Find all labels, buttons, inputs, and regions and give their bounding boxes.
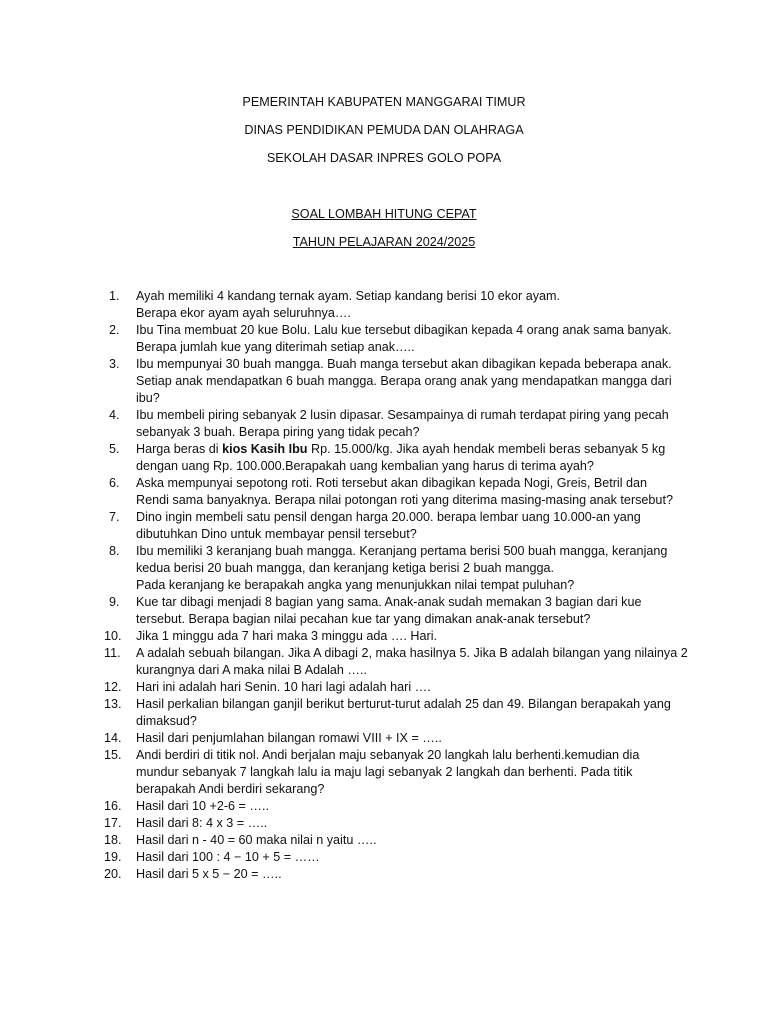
question-number: 6. [109, 476, 120, 490]
question-line: A adalah sebuah bilangan. Jika A dibagi 2, maka hasilnya 5. Jika B adalah bilangan yang nilainya 2 [136, 646, 688, 660]
question-line: dengan uang Rp. 100.000.Berapakah uang kembalian yang harus di terima ayah? [136, 459, 594, 473]
question-text [136, 798, 684, 815]
question-number: 17. [104, 816, 122, 830]
question-text [136, 696, 684, 730]
question-number: 16. [104, 799, 122, 813]
question-text [136, 322, 684, 356]
question-text [136, 849, 684, 866]
question-text [136, 628, 684, 645]
question-number: 3. [109, 357, 120, 371]
question-line: kurangnya dari A maka nilai B Adalah ….. [136, 663, 368, 677]
question-line: dimaksud? [136, 714, 197, 728]
question-item [104, 543, 684, 594]
question-line: berapakah Andi berdiri sekarang? [136, 782, 325, 796]
question-line: Ibu mempunyai 30 buah mangga. Buah manga tersebut akan dibagikan kepada beberapa anak. [136, 357, 672, 371]
question-line: Hasil dari 10 +2-6 = ….. [136, 799, 269, 813]
document-header [0, 94, 768, 178]
question-number: 20. [104, 867, 122, 881]
question-item [104, 679, 684, 696]
question-number: 5. [109, 442, 120, 456]
question-number: 14. [104, 731, 122, 745]
question-line: Dino ingin membeli satu pensil dengan harga 20.000. berapa lembar uang 10.000-an yang [136, 510, 641, 524]
question-text [136, 509, 684, 543]
question-line: Aska mempunyai sepotong roti. Roti tersebut akan dibagikan kepada Nogi, Greis, Betril dan [136, 476, 648, 490]
question-line: Rendi sama banyaknya. Berapa nilai potongan roti yang diterima masing-masing anak tersebut? [136, 493, 673, 507]
question-number: 12. [104, 680, 122, 694]
question-item [104, 849, 684, 866]
header-department: DINAS PENDIDIKAN PEMUDA DAN OLAHRAGA [244, 123, 524, 137]
question-item [104, 475, 684, 509]
question-text-segment: Harga beras di [136, 442, 223, 456]
question-line: Hasil dari 100 : 4 − 10 + 5 = …… [136, 850, 320, 864]
question-line: Hari ini adalah hari Senin. 10 hari lagi adalah hari …. [136, 680, 431, 694]
question-text [136, 594, 684, 628]
question-item [104, 696, 684, 730]
question-number: 15. [104, 748, 122, 762]
header-school: SEKOLAH DASAR INPRES GOLO POPA [266, 151, 502, 165]
question-line: Kue tar dibagi menjadi 8 bagian yang sama. Anak-anak sudah memakan 3 bagian dari kue [136, 595, 642, 609]
question-text-segment: Rp. 15.000/kg. Jika ayah hendak membeli beras sebanyak 5 kg [307, 442, 666, 456]
question-text [136, 747, 684, 798]
question-line: tersebut. Berapa bagian nilai pecahan kue tar yang dimakan anak-anak tersebut? [136, 612, 591, 626]
question-number: 11. [104, 646, 121, 660]
question-item [104, 628, 684, 645]
question-line: mundur sebanyak 7 langkah lalu ia maju lagi sebanyak 2 langkah dan berhenti. Pada titik [136, 765, 633, 779]
title-academic-year: TAHUN PELAJARAN 2024/2025 [292, 235, 476, 249]
question-item [104, 322, 684, 356]
question-line: Hasil dari n - 40 = 60 maka nilai n yaitu ….. [136, 833, 377, 847]
question-line: kedua berisi 20 buah mangga, dan keranjang ketiga berisi 2 buah mangga. [136, 561, 554, 575]
question-line: Hasil dari 8: 4 x 3 = ….. [136, 816, 268, 830]
question-item [104, 594, 684, 628]
question-text [136, 815, 684, 832]
question-number: 13. [104, 697, 122, 711]
question-item [104, 866, 684, 883]
question-text [136, 866, 684, 883]
question-text [136, 475, 684, 509]
question-number: 7. [109, 510, 120, 524]
question-item [104, 815, 684, 832]
question-item [104, 645, 688, 679]
question-line: Hasil dari 5 x 5 − 20 = ….. [136, 867, 282, 881]
question-text [136, 356, 684, 407]
question-line: Hasil dari penjumlahan bilangan romawi VIII + IX = ….. [136, 731, 442, 745]
question-item [104, 441, 684, 475]
question-line: sebanyak 3 buah. Berapa piring yang tidak pecah? [136, 425, 420, 439]
question-line: Berapa ekor ayam ayah seluruhnya…. [136, 306, 351, 320]
question-number: 10. [104, 629, 122, 643]
header-government: PEMERINTAH KABUPATEN MANGGARAI TIMUR [242, 95, 526, 109]
question-line [136, 441, 684, 458]
question-text [136, 543, 684, 594]
question-item [104, 288, 684, 322]
question-text [136, 645, 688, 679]
question-item [104, 832, 684, 849]
question-line: Ayah memiliki 4 kandang ternak ayam. Setiap kandang berisi 10 ekor ayam. [136, 289, 560, 303]
question-line: Berapa jumlah kue yang diterimah setiap anak….. [136, 340, 415, 354]
question-number: 2. [109, 323, 120, 337]
question-item [104, 798, 684, 815]
question-text [136, 730, 684, 747]
question-number: 9. [109, 595, 120, 609]
question-number: 1. [109, 289, 120, 303]
question-line: Ibu membeli piring sebanyak 2 lusin dipasar. Sesampainya di rumah terdapat piring yang pecah [136, 408, 669, 422]
question-number: 19. [104, 850, 122, 864]
question-text [136, 288, 684, 322]
question-line: dibutuhkan Dino untuk membayar pensil tersebut? [136, 527, 417, 541]
document-title [0, 206, 768, 262]
question-text [136, 407, 684, 441]
question-item [104, 356, 684, 407]
title-competition: SOAL LOMBAH HITUNG CEPAT [291, 207, 477, 221]
question-line: ibu? [136, 391, 160, 405]
question-list [104, 288, 688, 883]
question-number: 8. [109, 544, 120, 558]
question-line: Ibu Tina membuat 20 kue Bolu. Lalu kue tersebut dibagikan kepada 4 orang anak sama banyak. [136, 323, 672, 337]
question-number: 4. [109, 408, 120, 422]
shop-name-bold: kios Kasih Ibu [222, 442, 308, 456]
question-item [104, 407, 684, 441]
question-item [104, 730, 684, 747]
question-line: Setiap anak mendapatkan 6 buah mangga. Berapa orang anak yang mendapatkan mangga dari [136, 374, 672, 388]
question-item [104, 509, 684, 543]
question-text [136, 832, 684, 849]
question-text [136, 679, 684, 696]
question-text [136, 441, 684, 475]
question-line: Pada keranjang ke berapakah angka yang menunjukkan nilai tempat puluhan? [136, 578, 575, 592]
question-line: Andi berdiri di titik nol. Andi berjalan maju sebanyak 20 langkah lalu berhenti.kemudian dia [136, 748, 640, 762]
question-number: 18. [104, 833, 122, 847]
question-line: Jika 1 minggu ada 7 hari maka 3 minggu ada …. Hari. [136, 629, 438, 643]
question-line: Hasil perkalian bilangan ganjil berikut berturut-turut adalah 25 dan 49. Bilangan berapakah yang [136, 697, 671, 711]
question-item [104, 747, 684, 798]
question-line: Ibu memiliki 3 keranjang buah mangga. Keranjang pertama berisi 500 buah mangga, keranjang [136, 544, 668, 558]
